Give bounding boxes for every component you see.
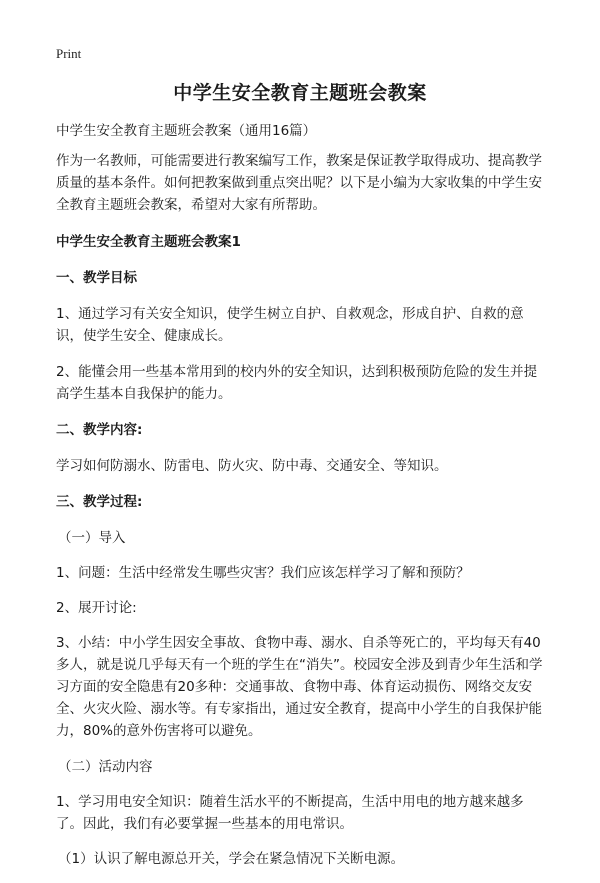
subtitle: 中学生安全教育主题班会教案（通用16篇）: [56, 123, 317, 139]
page-title: 中学生安全教育主题班会教案: [173, 82, 427, 104]
section-title: 中学生安全教育主题班会教案1: [56, 234, 241, 250]
summary-paragraph: 3、小结：中小学生因安全事故、食物中毒、溺水、自杀等死亡的，平均每天有40多人，就是说几乎每天有一个班的学生在“消失”。校园安全涉及到青少年生活和学习方面的安全隐患有20多种：交通事故、食物中毒、体育运动损伤、网络交友安全、火灾火险、溺水等。有专家指出，通过安全教育，提高中小学生的自我保护能力，80%的意外伤害将可以避免。: [56, 635, 543, 739]
activity-subitem-1: （1）认识了解电源总开关，学会在紧急情况下关断电源。: [58, 851, 405, 867]
goal-heading: 一、教学目标: [56, 270, 137, 286]
process-heading: 三、教学过程:: [56, 494, 143, 510]
activity-item-1: 1、学习用电安全知识：随着生活水平的不断提高，生活中用电的地方越来越多了。因此，我们有必要掌握一些基本的用电常识。: [56, 794, 524, 832]
activity-label: （二）活动内容: [58, 759, 153, 775]
intro-label: （一）导入: [58, 530, 126, 546]
goal-item-1: 1、通过学习有关安全知识，使学生树立自护、自救观念，形成自护、自救的意识，使学生安全、健康成长。: [56, 306, 524, 344]
content-text: 学习如何防溺水、防雷电、防火灾、防中毒、交通安全、等知识。: [56, 458, 448, 474]
goal-item-2: 2、能懂会用一些基本常用到的校内外的安全知识，达到积极预防危险的发生并提高学生基本自我保护的能力。: [56, 364, 538, 402]
question-2: 2、展开讨论:: [56, 600, 137, 616]
content-heading: 二、教学内容:: [56, 422, 143, 438]
print-link[interactable]: Print: [56, 46, 82, 61]
question-1: 1、问题：生活中经常发生哪些灾害？我们应该怎样学习了解和预防？: [56, 565, 470, 581]
article-body: [56, 120, 548, 883]
intro-paragraph: 作为一名教师，可能需要进行教案编写工作，教案是保证教学取得成功、提高教学质量的基本条件。如何把教案做到重点突出呢？以下是小编为大家收集的中学生安全教育主题班会教案，希望对大家有所帮助。: [56, 153, 542, 213]
